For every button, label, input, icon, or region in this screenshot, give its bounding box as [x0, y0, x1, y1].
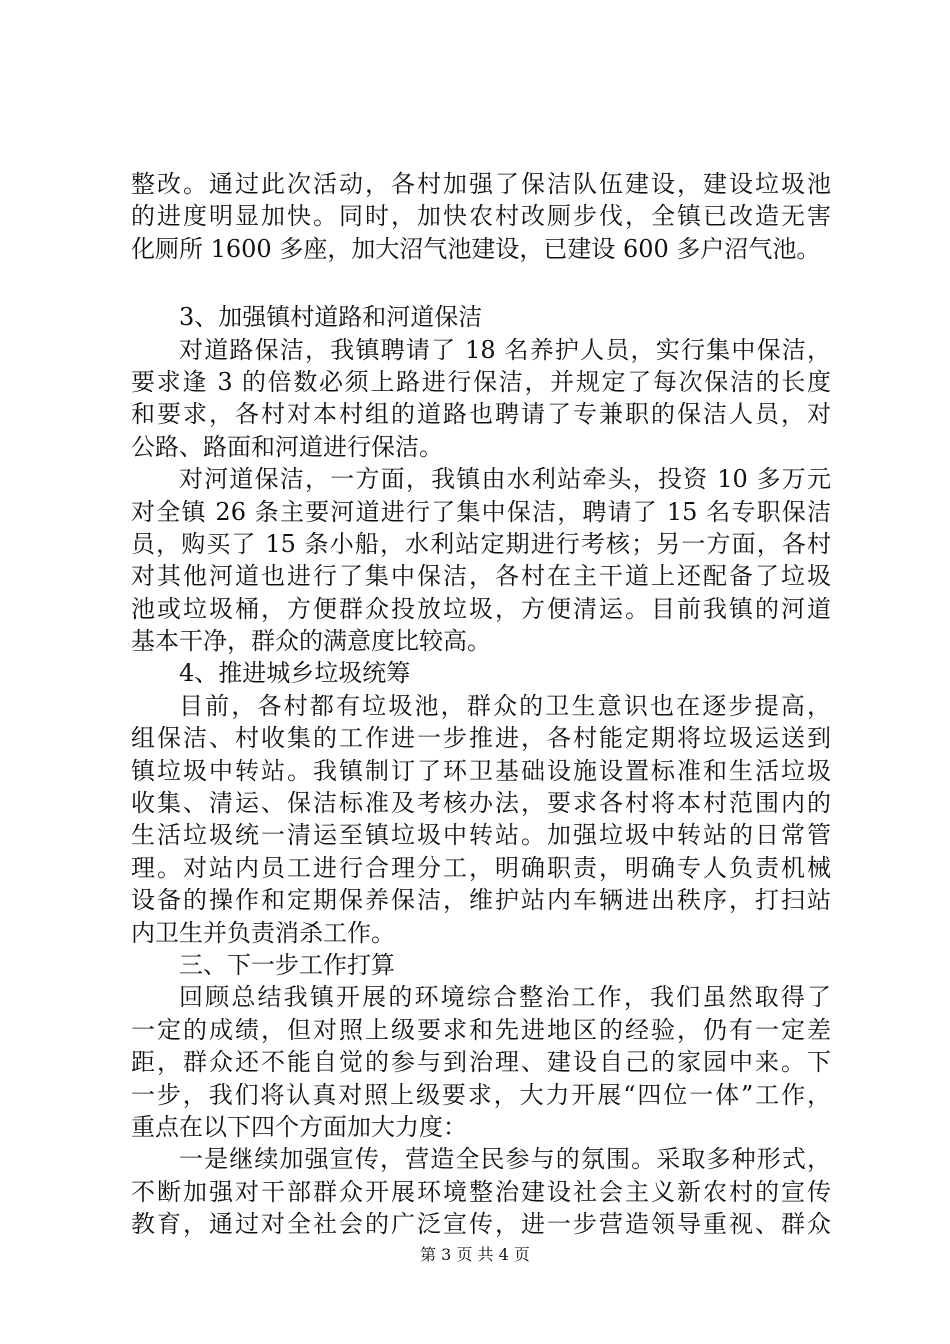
text-line: 对全镇 26 条主要河道进行了集中保洁，聘请了 15 名专职保洁 [131, 497, 831, 526]
paragraph-first-measure [131, 1143, 831, 1240]
text-line: 的进度明显加快。同时，加快农村改厕步伐，全镇已改造无害 [131, 202, 831, 231]
text-line: 池或垃圾桶，方便群众投放垃圾，方便清运。目前我镇的河道 [131, 594, 831, 623]
text-line: 重点在以下四个方面加大力度： [131, 1112, 467, 1141]
text-line: 和要求，各村对本村组的道路也聘请了专兼职的保洁人员，对 [131, 400, 831, 429]
text-line: 教育，通过对全社会的广泛宣传，进一步营造领导重视、群众 [131, 1210, 831, 1239]
text-line: 镇垃圾中转站。我镇制订了环卫基础设施设置标准和生活垃圾 [131, 756, 831, 785]
text-line: 公路、路面和河道进行保洁。 [131, 432, 443, 461]
text-line: 化厕所 1600 多座，加大沼气池建设，已建设 600 多户沼气池。 [131, 234, 821, 263]
text-line: 要求逢 3 的倍数必须上路进行保洁，并规定了每次保洁的长度 [131, 367, 831, 396]
text-line: 不断加强对干部群众开展环境整治建设社会主义新农村的宣传 [131, 1177, 831, 1206]
section-heading-3: 3、加强镇村道路和河道保洁 [179, 303, 483, 332]
text-line: 目前，各村都有垃圾池，群众的卫生意识也在逐步提高， [179, 691, 831, 720]
text-line: 基本干净，群众的满意度比较高。 [131, 627, 491, 656]
text-line: 距，群众还不能自觉的参与到治理、建设自己的家园中来。下 [131, 1048, 831, 1077]
text-line: 一定的成绩，但对照上级要求和先进地区的经验，仍有一定差 [131, 1015, 831, 1044]
paragraph-intro [131, 168, 831, 265]
paragraph-rivers [131, 463, 831, 657]
text-line: 回顾总结我镇开展的环境综合整治工作，我们虽然取得了 [179, 983, 831, 1012]
text-line: 生活垃圾统一清运至镇垃圾中转站。加强垃圾中转站的日常管 [131, 821, 831, 850]
text-line: 内卫生并负责消杀工作。 [131, 918, 395, 947]
page-footer: 第 3 页 共 4 页 [420, 1245, 530, 1264]
text-line: 一步，我们将认真对照上级要求，大力开展“四位一体”工作， [131, 1080, 831, 1109]
text-line: 收集、清运、保洁标准及考核办法，要求各村将本村范围内的 [131, 789, 831, 818]
paragraph-roads [131, 334, 831, 464]
text-line: 对河道保洁，一方面，我镇由水利站牵头，投资 10 多万元 [179, 465, 831, 494]
paragraph-review [131, 981, 831, 1143]
text-line: 整改。通过此次活动，各村加强了保洁队伍建设，建设垃圾池 [131, 170, 831, 198]
section-heading-next-steps: 三、下一步工作打算 [179, 950, 395, 979]
paragraph-garbage [131, 690, 831, 949]
document-body [131, 168, 831, 1241]
section-heading-4: 4、推进城乡垃圾统筹 [179, 659, 411, 688]
text-line: 对其他河道也进行了集中保洁，各村在主干道上还配备了垃圾 [131, 562, 831, 591]
text-line: 对道路保洁，我镇聘请了 18 名养护人员，实行集中保洁， [179, 335, 831, 364]
text-line: 组保洁、村收集的工作进一步推进，各村能定期将垃圾运送到 [131, 724, 831, 753]
text-line: 一是继续加强宣传，营造全民参与的氛围。采取多种形式， [179, 1145, 831, 1174]
paragraph-gap [131, 265, 831, 301]
text-line: 设备的操作和定期保养保洁，维护站内车辆进出秩序，打扫站 [131, 886, 831, 915]
text-line: 员，购买了 15 条小船，水利站定期进行考核；另一方面，各村 [131, 529, 831, 558]
text-line: 理。对站内员工进行合理分工，明确职责，明确专人负责机械 [131, 853, 831, 882]
